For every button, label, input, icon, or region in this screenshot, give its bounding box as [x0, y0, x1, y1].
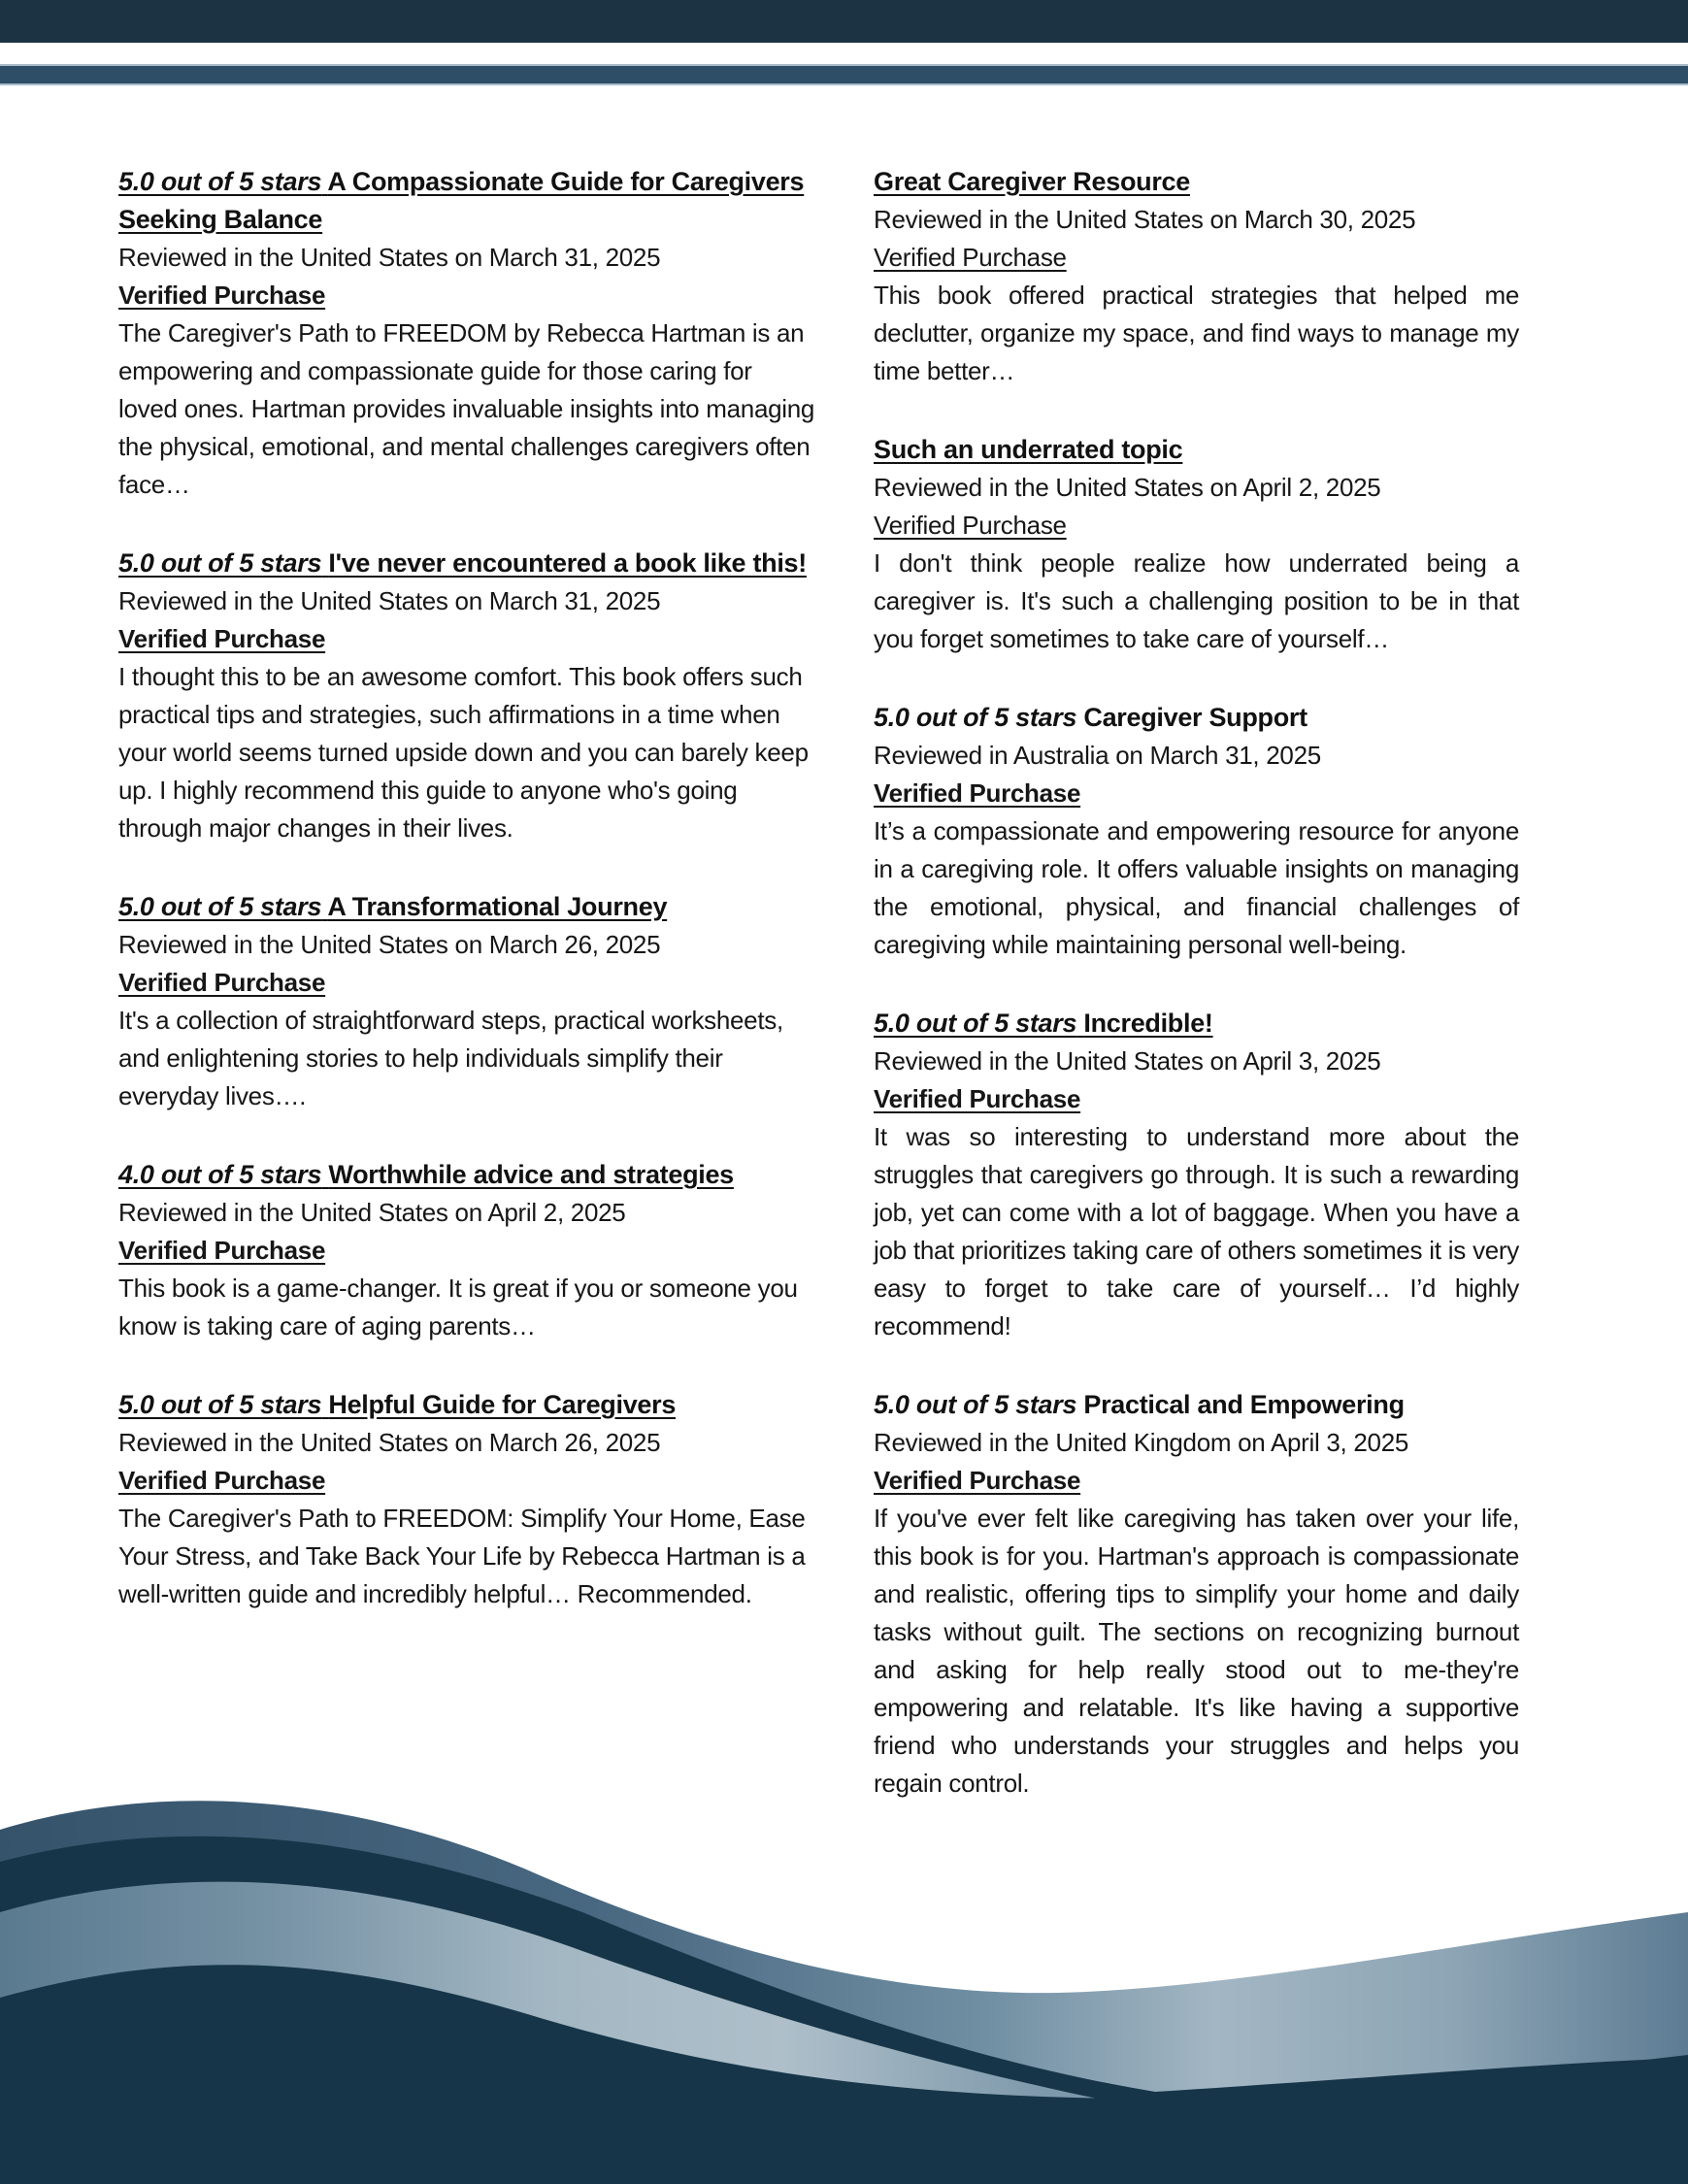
review-body: This book offered practical strategies that helped me declutter, organize my space, and find ways to manage my time better… — [874, 281, 1519, 385]
review-body: It was so interesting to understand more about the struggles that caregivers go through. It is such a rewarding job, yet can come with a lot of baggage. When you have a job that prioritizes taking care of others sometimes it is very easy to forget to take care of yourself… I’d highly recommend! — [874, 1122, 1519, 1340]
review — [118, 888, 815, 1115]
review-meta: Reviewed in the United States on April 2, 2025 — [118, 1198, 626, 1227]
review-body: If you've ever felt like caregiving has taken over your life, this book is for you. Hartman's approach is compassionate and realistic, offering tips to simplify your home and daily tasks without guilt. The sections on recognizing burnout and asking for help really stood out to me-they're empowering and relatable. It's like having a supportive friend who understands your struggles and helps you regain control. — [874, 1504, 1519, 1798]
rating-text: 5.0 out of 5 stars — [118, 167, 322, 196]
verified-purchase-label: Verified Purchase — [118, 1236, 326, 1265]
rating-text: 4.0 out of 5 stars — [118, 1160, 322, 1189]
verified-purchase-label: Verified Purchase — [118, 1466, 326, 1495]
verified-purchase-label: Verified Purchase — [874, 1084, 1081, 1113]
rating-text: 5.0 out of 5 stars — [118, 548, 322, 578]
verified-purchase-label: Verified Purchase — [874, 778, 1081, 808]
review-meta: Reviewed in the United States on March 26, 2025 — [118, 930, 661, 959]
review-column-right — [874, 163, 1519, 1803]
verified-purchase-label: Verified Purchase — [118, 968, 326, 997]
review-body: I don't think people realize how underrated being a caregiver is. It's such a challenging position to be in that you forget sometimes to take care of yourself… — [874, 548, 1519, 653]
accent-steel-bar — [0, 64, 1688, 85]
review-body: The Caregiver's Path to FREEDOM by Rebecca Hartman is an empowering and compassionate guide for those caring for loved ones. Hartman provides invaluable insights into managing the physical, emotional, and mental challenges caregivers often face… — [118, 318, 815, 499]
review-title — [874, 1386, 1519, 1424]
review-title-text: I've never encountered a book like this! — [328, 548, 807, 578]
review — [874, 1386, 1519, 1803]
review-title — [874, 699, 1519, 737]
review-title-text: Practical and Empowering — [1083, 1390, 1405, 1419]
review-meta: Reviewed in the United States on March 31, 2025 — [118, 586, 661, 615]
review-meta: Reviewed in the United Kingdom on April 3, 2025 — [874, 1428, 1409, 1457]
review-title-text: Incredible! — [1083, 1009, 1213, 1038]
review — [118, 1156, 815, 1345]
review — [874, 1005, 1519, 1345]
review-meta: Reviewed in the United States on March 31, 2025 — [118, 243, 661, 272]
review-title — [118, 1156, 815, 1194]
review-body: It's a collection of straightforward steps, practical worksheets, and enlightening stories to help individuals simplify their everyday lives…. — [118, 1006, 783, 1110]
review-meta: Reviewed in the United States on April 3, 2025 — [874, 1046, 1381, 1075]
verified-purchase-label: Verified Purchase — [118, 281, 326, 310]
review-title — [118, 1386, 815, 1424]
review-title-text: A Compassionate Guide for Caregivers Seeking Balance — [118, 167, 805, 234]
top-navy-bar — [0, 0, 1688, 43]
review — [874, 163, 1519, 390]
review — [874, 431, 1519, 658]
review-body: I thought this to be an awesome comfort. This book offers such practical tips and strategies, such affirmations in a time when your world seems turned upside down and you can barely keep up. I highly recommend this guide to anyone who's going through major changes in their lives. — [118, 662, 809, 843]
verified-purchase-label: Verified Purchase — [874, 243, 1067, 272]
review-meta: Reviewed in the United States on March 30, 2025 — [874, 205, 1416, 234]
rating-text: 5.0 out of 5 stars — [874, 703, 1077, 732]
review-body: The Caregiver's Path to FREEDOM: Simplify Your Home, Ease Your Stress, and Take Back Your Life by Rebecca Hartman is a well-written guide and incredibly helpful… Recommended. — [118, 1504, 806, 1608]
rating-text: 5.0 out of 5 stars — [874, 1390, 1077, 1419]
review-meta: Reviewed in the United States on March 26, 2025 — [118, 1428, 661, 1457]
review — [118, 163, 815, 504]
wave-svg — [0, 1776, 1688, 2184]
review — [118, 545, 815, 847]
review-title — [874, 1005, 1519, 1042]
review-title — [118, 888, 815, 926]
rating-text: 5.0 out of 5 stars — [118, 1390, 322, 1419]
verified-purchase-label: Verified Purchase — [118, 624, 326, 653]
review-title-text: Such an underrated topic — [874, 435, 1183, 464]
review-title — [874, 163, 1519, 201]
review-meta: Reviewed in Australia on March 31, 2025 — [874, 741, 1321, 770]
footer-wave-graphic — [0, 1776, 1688, 2184]
review-title-text: A Transformational Journey — [327, 892, 668, 921]
review-title-text: Worthwhile advice and strategies — [328, 1160, 734, 1189]
rating-text: 5.0 out of 5 stars — [118, 892, 322, 921]
review-title-text: Helpful Guide for Caregivers — [328, 1390, 677, 1419]
review-title-text: Caregiver Support — [1083, 703, 1307, 732]
review-column-left — [118, 163, 815, 1803]
review-title-text: Great Caregiver Resource — [874, 167, 1190, 196]
review-title — [118, 545, 815, 582]
review-body: This book is a game-changer. It is great if you or someone you know is taking care of aging parents… — [118, 1274, 798, 1340]
review-meta: Reviewed in the United States on April 2, 2025 — [874, 473, 1381, 502]
review-body: It’s a compassionate and empowering resource for anyone in a caregiving role. It offers valuable insights on managing the emotional, physical, and financial challenges of caregiving while maintaining personal well-being. — [874, 816, 1519, 959]
rating-text: 5.0 out of 5 stars — [874, 1009, 1077, 1038]
review — [874, 699, 1519, 964]
verified-purchase-label: Verified Purchase — [874, 1466, 1081, 1495]
verified-purchase-label: Verified Purchase — [874, 511, 1067, 540]
review — [118, 1386, 815, 1613]
review-title — [118, 163, 815, 239]
reviews-page-body — [118, 163, 1519, 1803]
review-title — [874, 431, 1519, 469]
